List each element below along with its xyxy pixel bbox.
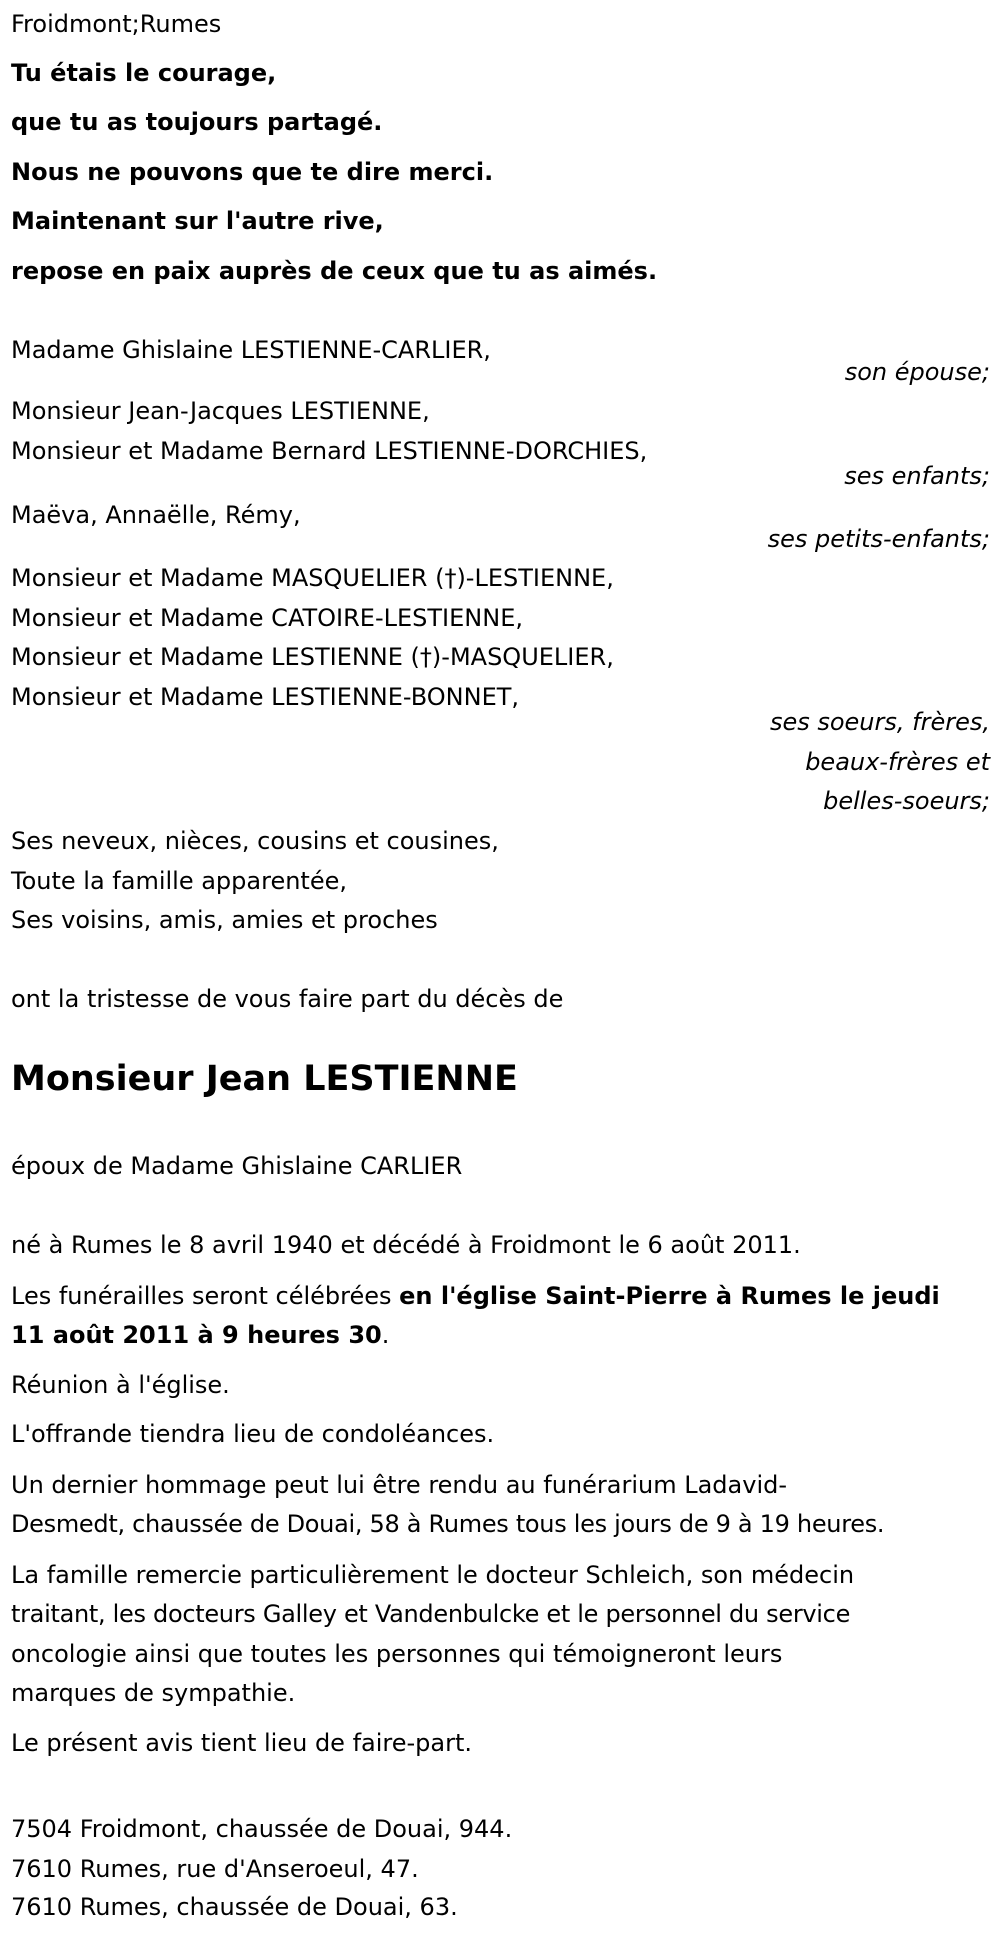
- poem-line: Maintenant sur l'autre rive,: [11, 207, 384, 235]
- thanks-line: oncologie ainsi que toutes les personnes qui témoigneront leurs: [11, 1640, 783, 1668]
- relation-label: belles-soeurs;: [823, 787, 990, 815]
- address-line: 7610 Rumes, rue d'Anseroeul, 47.: [11, 1855, 419, 1883]
- address-line: 7504 Froidmont, chaussée de Douai, 944.: [11, 1815, 513, 1843]
- offering-line: L'offrande tiendra lieu de condoléances.: [11, 1420, 495, 1448]
- location-line: Froidmont;Rumes: [11, 10, 222, 38]
- family-name: Monsieur et Madame Bernard LESTIENNE-DORCHIES,: [11, 437, 648, 465]
- funeral-line: [11, 1276, 940, 1316]
- meeting-line: Réunion à l'église.: [11, 1371, 230, 1399]
- relation-label: ses soeurs, frères,: [769, 708, 990, 736]
- notice-line: Le présent avis tient lieu de faire-part.: [11, 1729, 473, 1757]
- birth-death-line: né à Rumes le 8 avril 1940 et décédé à Froidmont le 6 août 2011.: [11, 1231, 801, 1259]
- announcement-text: ont la tristesse de vous faire part du décès de: [11, 985, 564, 1013]
- family-name: Monsieur et Madame CATOIRE-LESTIENNE,: [11, 604, 523, 632]
- relation-label: son épouse;: [844, 358, 990, 386]
- tribute-line: Un dernier hommage peut lui être rendu au funérarium Ladavid-: [11, 1471, 788, 1499]
- poem-line: Nous ne pouvons que te dire merci.: [11, 158, 494, 186]
- thanks-line: traitant, les docteurs Galley et Vandenbulcke et le personnel du service: [11, 1600, 851, 1628]
- family-name: Monsieur et Madame MASQUELIER (†)-LESTIENNE,: [11, 564, 614, 592]
- family-name: Ses neveux, nièces, cousins et cousines,: [11, 827, 499, 855]
- relation-label: beaux-frères et: [805, 748, 990, 776]
- family-name: Toute la famille apparentée,: [11, 867, 347, 895]
- relation-label: ses enfants;: [844, 462, 990, 490]
- funeral-datetime: 11 août 2011 à 9 heures 30: [11, 1321, 382, 1349]
- address-line: 7610 Rumes, chaussée de Douai, 63.: [11, 1893, 458, 1921]
- poem-line: Tu étais le courage,: [11, 59, 277, 87]
- tribute-line: Desmedt, chaussée de Douai, 58 à Rumes tous les jours de 9 à 19 heures.: [11, 1510, 885, 1538]
- family-name: Monsieur et Madame LESTIENNE-BONNET,: [11, 683, 520, 711]
- family-name: Madame Ghislaine LESTIENNE-CARLIER,: [11, 336, 491, 364]
- spouse-line: époux de Madame Ghislaine CARLIER: [11, 1152, 463, 1180]
- family-name: Maëva, Annaëlle, Rémy,: [11, 501, 301, 529]
- poem-line: que tu as toujours partagé.: [11, 108, 383, 136]
- family-name: Monsieur Jean-Jacques LESTIENNE,: [11, 397, 430, 425]
- funeral-prefix: Les funérailles seront célébrées: [11, 1282, 400, 1310]
- thanks-line: La famille remercie particulièrement le docteur Schleich, son médecin: [11, 1561, 855, 1589]
- deceased-name: Monsieur Jean LESTIENNE: [11, 1059, 518, 1099]
- funeral-line: [11, 1315, 389, 1355]
- family-name: Monsieur et Madame LESTIENNE (†)-MASQUELIER,: [11, 643, 614, 671]
- funeral-place: en l'église Saint-Pierre à Rumes le jeudi: [399, 1282, 940, 1310]
- thanks-line: marques de sympathie.: [11, 1679, 296, 1707]
- family-name: Ses voisins, amis, amies et proches: [11, 906, 438, 934]
- relation-label: ses petits-enfants;: [767, 525, 990, 553]
- poem-line: repose en paix auprès de ceux que tu as aimés.: [11, 257, 658, 285]
- funeral-suffix: .: [381, 1321, 390, 1349]
